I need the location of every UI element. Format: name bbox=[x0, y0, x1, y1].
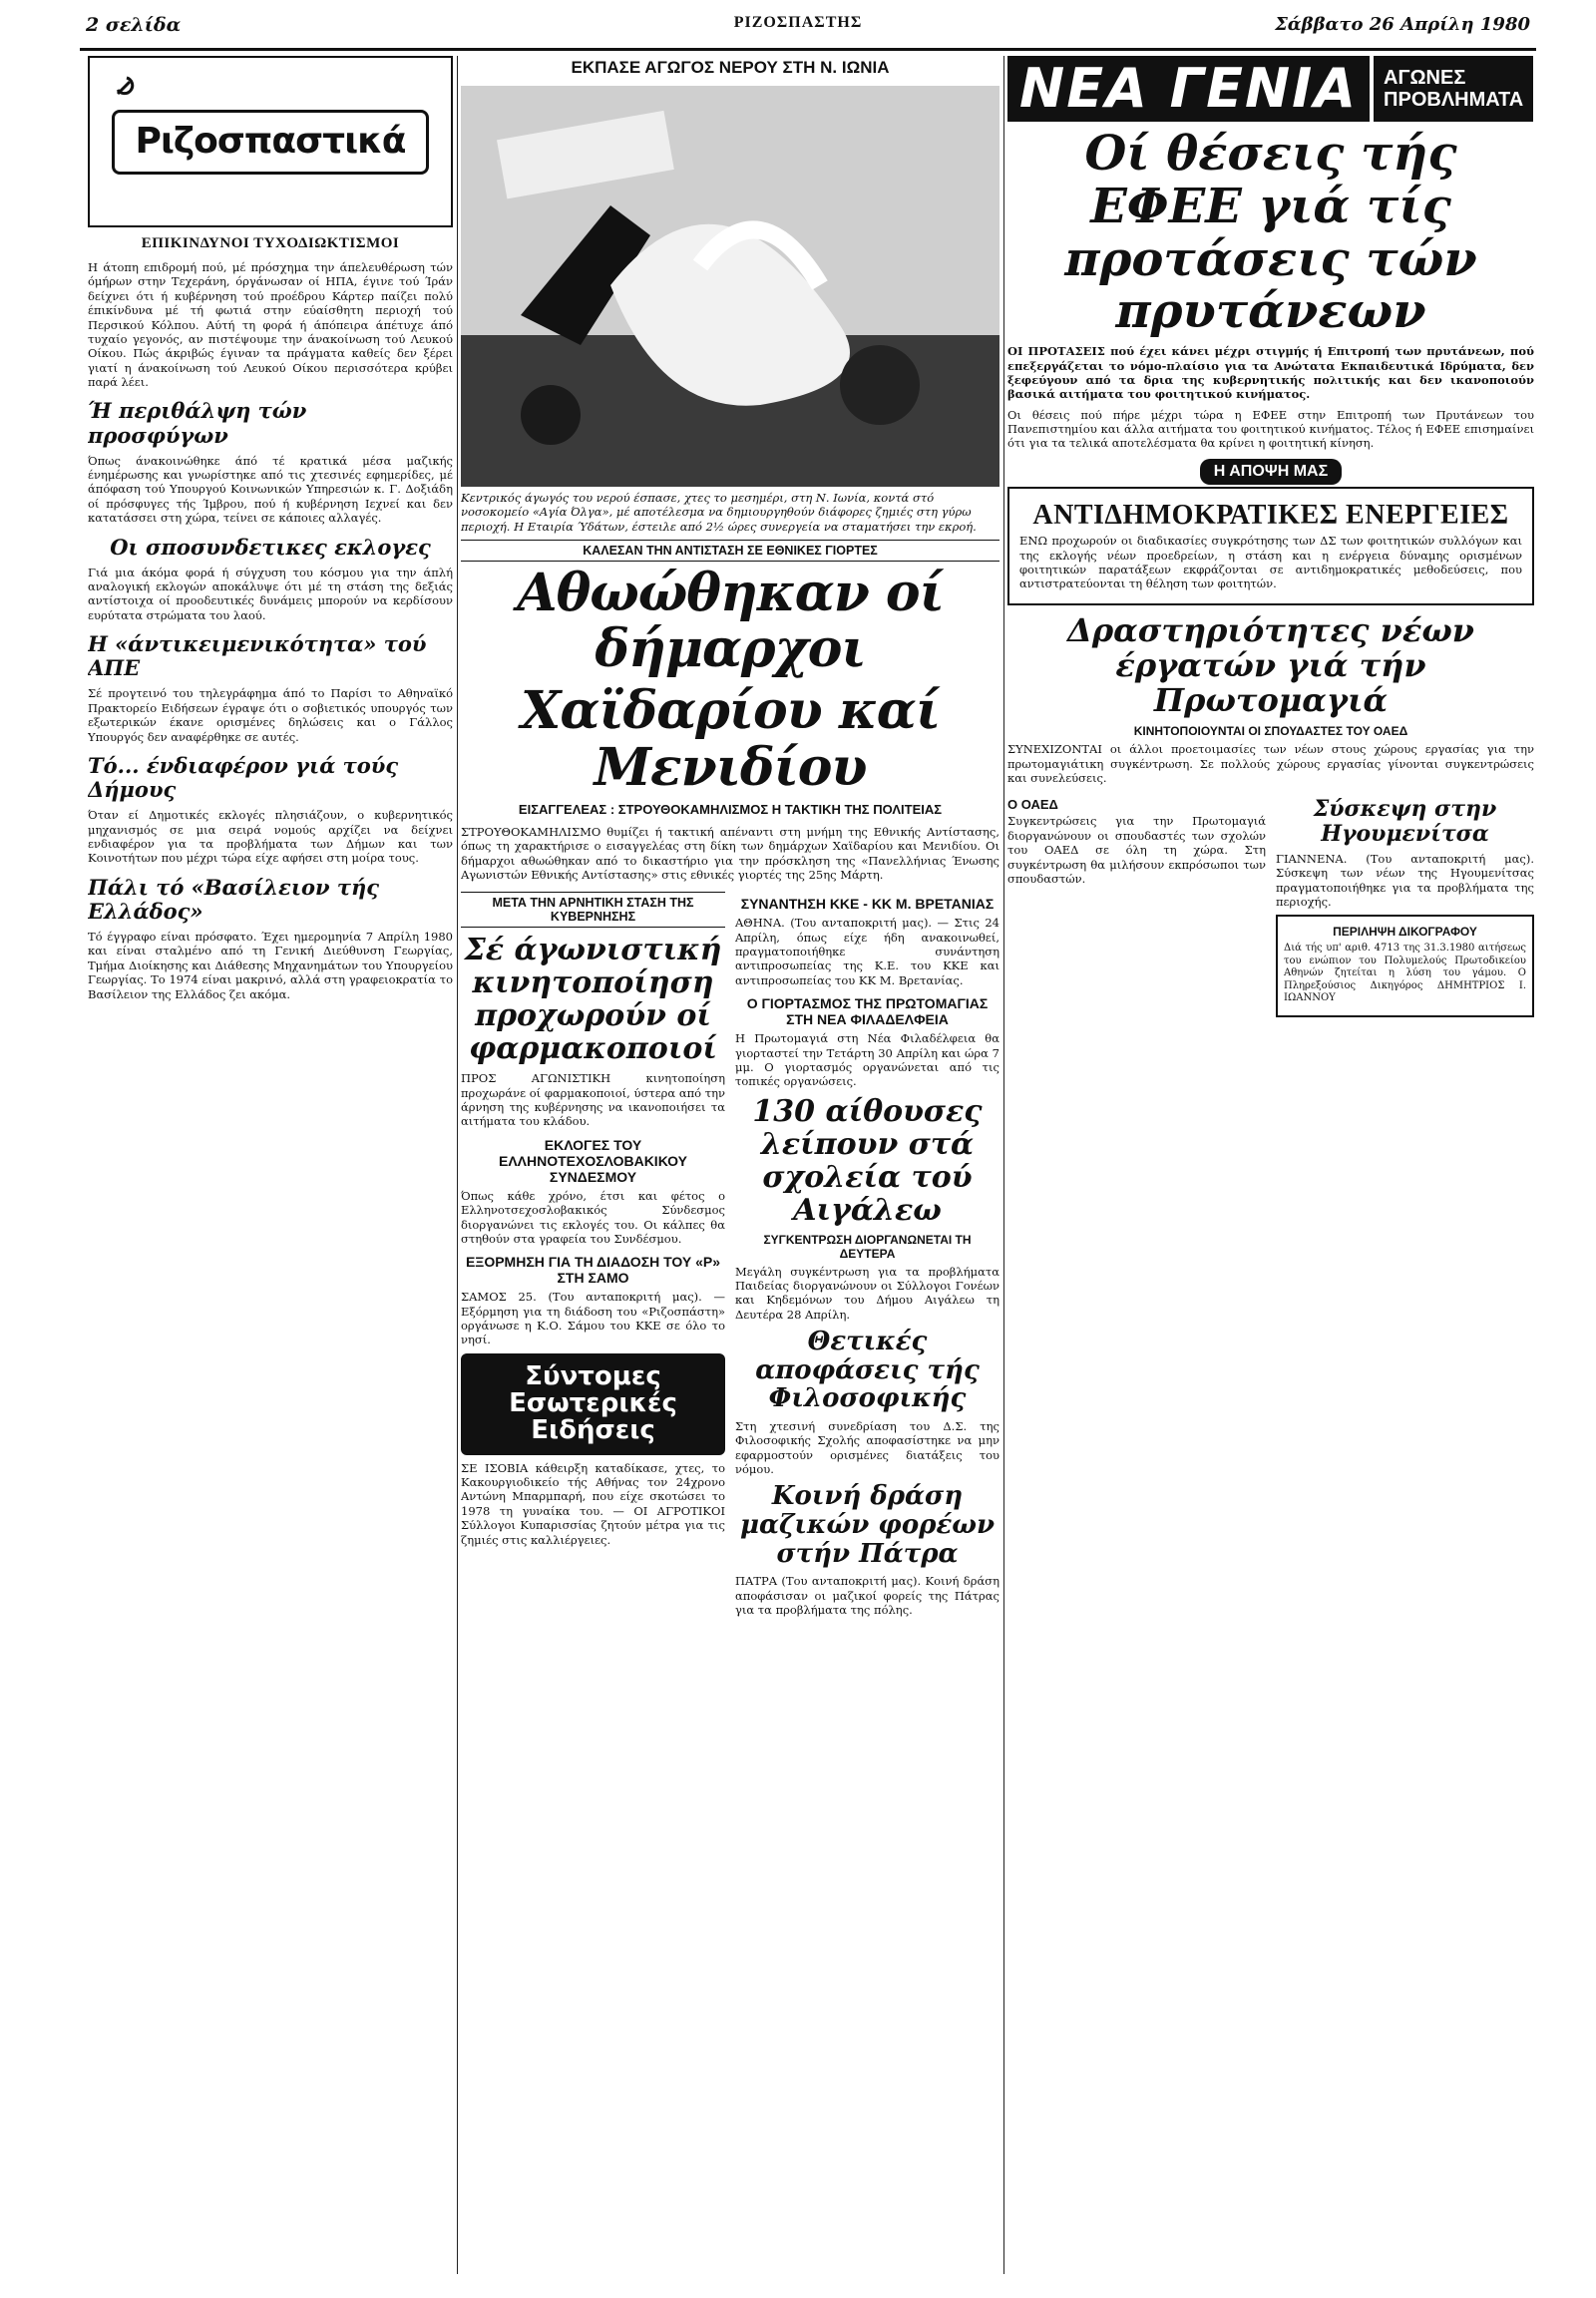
article-text: ΓΙΑΝΝΕΝΑ. (Του ανταποκριτή μας). Σύσκεψη των νέων της Ηγουμενίτσας πραγματοποιήθηκε για τα προβλήματα της περιοχής. bbox=[1276, 851, 1534, 909]
article-text: ΑΘΗΝΑ. (Του ανταποκριτή μας). — Στις 24 Απρίλη, όπως είχε ήδη ανακοινωθεί, πραγματοποιήθηκε συνάντηση αντιπροσωπείας της Κ.Ε. του ΚΚΕ και αντιπροσωπείας του ΚΚ Μ. Βρετανίας. bbox=[735, 916, 999, 987]
article-text: Μεγάλη συγκέντρωση για τα προβλήματα Παιδείας διοργανώνουν οι Σύλλογοι Γονέων και Κηδεμόνων του Δήμου Αιγάλεω τη Δευτέρα 28 Απρίλη. bbox=[735, 1264, 999, 1322]
two-column-section bbox=[461, 888, 999, 1623]
court-notice-title: ΠΕΡΙΛΗΨΗ ΔΙΚΟΓΡΑΦΟΥ bbox=[1333, 925, 1477, 940]
column-divider bbox=[457, 56, 458, 2274]
news-photo bbox=[461, 86, 999, 487]
eefe-headline: Οί θέσεις τής ΕΦΕΕ γιά τίς προτάσεις τών πρυτάνεων bbox=[1064, 126, 1477, 340]
rizospastika-logo-box bbox=[88, 56, 453, 227]
article-kicker: ΣΥΓΚΕΝΤΡΩΣΗ ΔΙΟΡΓΑΝΩΝΕΤΑΙ ΤΗ ΔΕΥΤΕΡΑ bbox=[763, 1232, 972, 1261]
oaed-title: Ο ΟΑΕΔ bbox=[1007, 797, 1058, 813]
brief-news-box: Σύντομες Εσωτερικές Ειδήσεις bbox=[461, 1353, 725, 1455]
article-text: Συγκεντρώσεις για την Πρωτομαγιά διοργανώνουν οι σπουδαστές των σχολών του ΟΑΕΔ σε όλη τη χώρα. Στη συγκέντρωση θα μιλήσουν εκπρόσωποι των σπουδαστών. bbox=[1007, 814, 1266, 886]
rizospastika-logo: Ριζοσπαστικά bbox=[112, 110, 428, 175]
article-kicker: ΜΕΤΑ ΤΗΝ ΑΡΝΗΤΙΚΗ ΣΤΑΣΗ ΤΗΣ ΚΥΒΕΡΝΗΣΗΣ bbox=[461, 892, 725, 928]
header-rule bbox=[80, 48, 1536, 51]
court-notice-text: Διά τής υπ' αριθ. 4713 της 31.3.1980 αιτήσεως του ενώπιον του Πολυμελούς Πρωτοδικείου Αθηνών ζητείται η λύση του γάμου. Ο Πληρεξούσιος Δικηγόρος ΔΗΜΗΤΡΙΟΣ Ι. ΙΩΑΝΝΟΥ bbox=[1284, 943, 1526, 1004]
article-text: ΕΝΩ προχωρούν οι διαδικασίες συγκρότησης των ΔΣ των φοιτητικών συλλόγων και της εκλογής νέων προεδρείων, η στάση και η ενέργεια δύναμης ορισμένων φοιτητικών παρατάξεων εκφράζονται σε αντιδημοκρατικές μεθοδεύσεις, που αντιστρατεύονται τη θέληση των φοιτητών. bbox=[1019, 534, 1522, 591]
column-divider bbox=[1003, 56, 1004, 2274]
article-text: Γιά μια άκόμα φορά ή σύγχυση του κόσμου για την άπλή αναλογική εκλογών αποκάλυψε ότι μέ τη στάση της δεξιάς αντίστοιχα οί προοδευτικές δυνάμεις μπορούν να κερδίσουν ευρύτατα στρώματα του λαού. bbox=[88, 565, 453, 622]
banner-line: ΠΡΟΒΛΗΜΑΤΑ bbox=[1384, 89, 1524, 111]
article-heading: Η «άντικειμενικότητα» τού ΑΠΕ bbox=[88, 631, 427, 681]
nea-genia-title: ΝΕΑ ΓΕΝΙΑ bbox=[1007, 56, 1370, 122]
main-headline-line2: Χαϊδαρίου καί Μενιδίου bbox=[521, 680, 940, 798]
court-notice-box bbox=[1276, 915, 1534, 1017]
article-text: Σέ προγτεινό του τηλεγράφημα άπό το Παρίσι το Αθηναϊκό Πρακτορείο Ειδήσεων έγραψε ότι ο σοβιετικός υπουργός των εξωτερικών έκανε ορισμένες δηλώσεις και ο Γάλλος Υπουργός δεν αναφέρθηκε σε αυτές. bbox=[88, 686, 453, 744]
hammer-sickle-icon bbox=[112, 72, 140, 100]
main-headline-line1: Αθωώθηκαν οί δήμαρχοι bbox=[517, 563, 944, 680]
two-column-section bbox=[1007, 791, 1534, 1016]
mayday-title: Ο ΓΙΟΡΤΑΣΜΟΣ ΤΗΣ ΠΡΩΤΟΜΑΓΙΑΣ ΣΤΗ ΝΕΑ ΦΙΛΑΔΕΛΦΕΙΑ bbox=[746, 995, 989, 1028]
article-text: Όπως άνακοινώθηκε άπό τέ κρατικά μέσα μαζικής ένημέρωσης και γνωρίστηκε από τις χτεσινές εφημερίδες, μέ άπόφαση τού Υπουργού Κοινωνικών Υπηρεσιών κ. Γ. Δοξιάδη οί πρόσφυγες τής Ίμβρου, πού ή κυβέρνηση Ιεχνεί και δεν κατατάσσει στη χώρα, τείνει σε κάποιες αλλαγές. bbox=[88, 453, 453, 526]
meeting-headline: Σύσκεψη στην Ηγουμενίτσα bbox=[1313, 796, 1497, 847]
article-heading: Οι σποσυνδετικες εκλογες bbox=[110, 534, 431, 560]
article-kicker: ΚΙΝΗΤΟΠΟΙΟΥΝΤΑΙ ΟΙ ΣΠΟΥΔΑΣΤΕΣ ΤΟΥ ΟΑΕΔ bbox=[1133, 724, 1408, 739]
editorial-box bbox=[1007, 487, 1534, 605]
masthead: ΡΙΖΟΣΠΑΣΤΗΣ bbox=[733, 14, 863, 31]
editorial-title: ΑΝΤΙΔΗΜΟΚΡΑΤΙΚΕΣ ΕΝΕΡΓΕΙΕΣ bbox=[1032, 499, 1509, 531]
article-heading: Πάλι τό «Βασίλειον τής Ελλάδος» bbox=[88, 874, 380, 924]
photo-caption: Κεντρικός άγωγός του νερού έσπασε, χτες το μεσημέρι, στη Ν. Ιωνία, κοντά στό νοσοκομείο «Αγία Όλγα», μέ αποτέλεσμα να δημιουργηθούν διάφορες ζημιές στη γύρω περιοχή. Η Εταιρία Ύδάτων, έστειλε από 2½ ώρες συνεργεία να σταματήσει την εκροή. bbox=[461, 491, 977, 534]
article-text: Οι θέσεις πού πήρε μέχρι τώρα η ΕΦΕΕ στην Επιτροπή των Πρυτάνεων του Πανεπιστημίου και άλλα αιτήματα του φοιτητικού κινήματος. Τέλος ή ΕΦΕΕ επισημαίνει ότι για τα τελικά αποτελέσματα θα κρίνει η φοιτητική κίνηση. bbox=[1007, 407, 1534, 451]
article-text: Η άτοπη επιδρομή πού, μέ πρόσχημα την άπελευθέρωση τών όμήρων στην Τεχεράνη, όργάνωσαν οί ΗΠΑ, έγινε τού Ίράν δείχνει ότι ή κυβέρνηση τού προέδρου Κάρτερ παίζει πολύ έπικίνδυνα μέ τή φωτιά στην εύαίσθητη περιοχή τού Περσικού Κόλπου. Αύτή τη φορά ή άπόπειρα άπέτυχε άπό τυχαίο γεγονός, αν πιστέψουμε την άνακοίνωση τού Λευκού Οίκου. Πώς άκριβώς έγιναν τα πράγματα καθείς δεν ξέρει γιατί η άνακοίνωση τού Λευκού Οίκου περισσότερα κρύβει παρά λέει. bbox=[88, 260, 453, 389]
issue-date: Σάββατο 26 Απρίλη 1980 bbox=[1275, 14, 1530, 35]
article-heading: Ή περιθάλψη τών προσφύγων bbox=[88, 398, 307, 448]
banner-line: ΑΓΩΝΕΣ bbox=[1384, 67, 1466, 89]
activities-headline: Δραστηριότητες νέων έργατών γιά τήν Πρωτομαγιά bbox=[1067, 610, 1474, 720]
meeting-title: ΣΥΝΑΝΤΗΣΗ ΚΚΕ - ΚΚ Μ. ΒΡΕΤΑΝΙΑΣ bbox=[740, 896, 995, 913]
patras-headline: Κοινή δράση μαζικών φορέων στήν Πάτρα bbox=[739, 1481, 996, 1569]
page-header bbox=[0, 0, 1596, 46]
photo-headline: ΕΚΠΑΣΕ ΑΓΩΓΟΣ ΝΕΡΟΥ ΣΤΗ Ν. ΙΩΝΙΑ bbox=[571, 58, 890, 77]
right-column bbox=[1007, 56, 1534, 2274]
our-view-tag: Η ΑΠΟΨΗ ΜΑΣ bbox=[1200, 459, 1342, 485]
elections-title: ΕΚΛΟΓΕΣ ΤΟΥ ΕΛΛΗΝΟΤΕΧΟΣΛΟΒΑΚΙΚΟΥ ΣΥΝΔΕΣΜΟΥ bbox=[498, 1136, 688, 1185]
article-intro: ΟΙ ΠΡΟΤΑΣΕΙΣ πού έχει κάνει μέχρι στιγμής ή Επιτροπή των πρυτάνεων, πού επεξεργάζεται το νόμο-πλαίσιο για τα Ανώτατα Εκπαιδευτικά Ιδρύματα, δεν ξεφεύγουν από τα δρια της κυβερνητικής πολιτικής και δεν ικανοποιούν βασικά αιτήματα του φοιτητικού κινήματος. bbox=[1007, 344, 1534, 402]
article-text: Όπως κάθε χρόνο, έτσι και φέτος ο Ελληνοτσεχοσλοβακικός Σύνδεσμος διοργανώνει τις εκλογές του. Οι κάλπες θα στηθούν στα γραφεία του Συνδέσμου. bbox=[461, 1188, 725, 1246]
article-text: Στη χτεσινή συνεδρίαση του Δ.Σ. της Φιλοσοφικής Σχολής αποφασίστηκε να μην εφαρμοστούν ορισμένες διατάξεις του νόμου. bbox=[735, 1418, 999, 1477]
nea-genia-banner bbox=[1007, 56, 1534, 122]
section-title: ΕΠΙΚΙΝΔΥΝΟΙ ΤΥΧΟΔΙΩΚΤΙΣΜΟΙ bbox=[141, 235, 400, 251]
middle-column bbox=[461, 56, 999, 2274]
article-text: ΠΑΤΡΑ (Του ανταποκριτή μας). Κοινή δράση αποφάσισαν οι μαζικοί φορείς της Πάτρας για τα προβλήματα της πόλης. bbox=[735, 1574, 999, 1617]
main-subheadline: ΕΙΣΑΓΓΕΛΕΑΣ : ΣΤΡΟΥΘΟΚΑΜΗΛΙΣΜΟΣ Η ΤΑΚΤΙΚΗ ΤΗΣ ΠΟΛΙΤΕΙΑΣ bbox=[518, 801, 943, 817]
philosophy-headline: Θετικές αποφάσεις τής Φιλοσοφικής bbox=[755, 1327, 980, 1414]
schools-headline: 130 αίθουσες λείπουν στά σχολεία τού Αιγάλεω bbox=[752, 1093, 983, 1228]
samos-title: ΕΞΟΡΜΗΣΗ ΓΙΑ ΤΗ ΔΙΑΔΟΣΗ ΤΟΥ «Ρ» ΣΤΗ ΣΑΜΟ bbox=[465, 1254, 721, 1287]
article-text: ΣΥΝΕΧΙΖΟΝΤΑΙ οι άλλοι προετοιμασίες των νέων στους χώρους εργασίας για την πρωτομαγιάτικη συγκέντρωση. Σε πολλούς χώρους εργασίας γίνονται συγκεντρώσεις και συνελεύσεις. bbox=[1007, 742, 1534, 786]
pharmacists-headline: Σέ άγωνιστική κινητοποίηση προχωρούν οί φαρμακοποιοί bbox=[464, 933, 722, 1067]
article-kicker: ΚΑΛΕΣΑΝ ΤΗΝ ΑΝΤΙΣΤΑΣΗ ΣΕ ΕΘΝΙΚΕΣ ΓΙΟΡΤΕΣ bbox=[461, 540, 999, 562]
water-pipe-photo bbox=[461, 86, 999, 487]
nea-genia-subtitle bbox=[1374, 56, 1533, 122]
article-text: ΣΤΡΟΥΘΟΚΑΜΗΛΙΣΜΟ θυμίζει ή τακτική απέναντι στη μνήμη της Εθνικής Αντίστασης, όπως τη χαρακτήρισε ο εισαγγελέας στη δίκη των δημάρχων Χαϊδαρίου και Μενιδίου. Οι δήμαρχοι αθωώθηκαν από το δικαστήριο για την πρόσκληση της «Πανελλήνιας Ένωσης Αγωνιστών Εθνικής Αντίστασης» στις εθνικές γιορτές της 25ης Μάρτη. bbox=[461, 824, 999, 882]
article-text: Όταν εί Δημοτικές εκλογές πλησιάζουν, ο κυβερνητικός μηχανισμός σε μια σειρά νομούς αρχίζει να δείχνει ενδιαφέρον για τα προβλήματα των Δήμων και των Κοινοτήτων που μέχρι τώρα είχε αφήσει στη μοίρα τους. bbox=[88, 808, 453, 866]
article-heading: Τό... ένδιαφέρον γιά τούς Δήμους bbox=[88, 752, 399, 803]
article-text: ΠΡΟΣ ΑΓΩΝΙΣΤΙΚΗ κινητοποίηση προχωράνε οί φαρμακοποιοί, ύστερα από την άρνηση της κυβέρνησης να ικανοποιήσει τα αιτήματα του κλάδου. bbox=[461, 1071, 725, 1129]
left-column bbox=[88, 56, 453, 2274]
article-text: Τό έγγραφο είναι πρόσφατο. Έχει ημερομηνία 7 Απρίλη 1980 και είναι σταλμένο από τη Γενική Διεύθυνση Γεωργίας, Τμήμα Διοίκησης και Διάθεσης Μηχανημάτων του Υπουργείου Γεωργίας. Το 1974 είναι μακρινό, αλλά στη γραφειοκρατία το Βασίλειον της Ελλάδος ζει ακόμα. bbox=[88, 930, 453, 1001]
article-text: Η Πρωτομαγιά στη Νέα Φιλαδέλφεια θα γιορταστεί την Τετάρτη 30 Απρίλη και ώρα 7 μμ. Ο γιορτασμός οργανώνεται από τις τοπικές οργανώσεις. bbox=[735, 1031, 999, 1089]
page-number: 2 σελίδα bbox=[86, 14, 182, 36]
article-text: ΣΕ ΙΣΟΒΙΑ κάθειρξη καταδίκασε, χτες, το Κακουργιοδικείο τής Αθήνας τον 24χρονο Αντώνη Μπαρμπαρή, που είχε σκοτώσει το 1978 τη γυναίκα του. — ΟΙ ΑΓΡΟΤΙΚΟΙ Σύλλογοι Κυπαρισσίας ζητούν μέτρα για τις ζημιές στις καλλιέργειες. bbox=[461, 1460, 725, 1547]
article-text: ΣΑΜΟΣ 25. (Του ανταποκριτή μας). — Εξόρμηση για τη διάδοση του «Ριζοσπάστη» οργάνωσε η Κ.Ο. Σάμου του ΚΚΕ σε όλο το νησί. bbox=[461, 1290, 725, 1347]
